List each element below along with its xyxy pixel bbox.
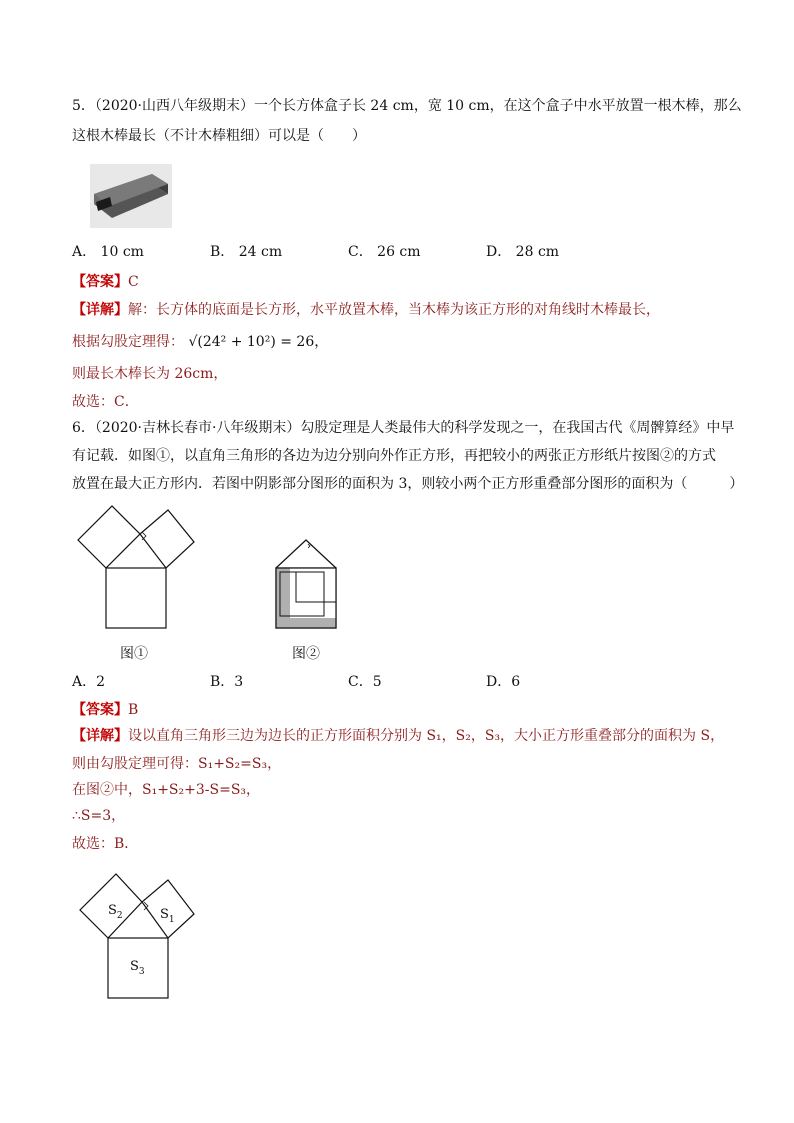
- label-s1: $S_1$: [160, 907, 175, 925]
- figure-1-label: 图①: [120, 646, 148, 662]
- q5-option-c: C． 26 cm: [348, 244, 421, 260]
- q6-detail-tag: 【详解】: [72, 728, 128, 744]
- box-photo: [90, 164, 172, 228]
- q5-detail-3: 则最长木棒长为 26cm，: [72, 366, 228, 382]
- q5-detail-4: 故选：C．: [72, 394, 139, 410]
- q5-detail-tag: 【详解】: [72, 302, 128, 318]
- figure-1-diagram: [72, 498, 212, 638]
- q5-detail-2: [72, 332, 328, 352]
- figure-2-diagram: [272, 528, 352, 628]
- q6-answer: [72, 700, 138, 720]
- q6-option-b: B．3: [210, 674, 244, 690]
- q6-stem-line2: 有记载．如图①，以直角三角形的各边为边分别向外作正方形，再把较小的两张正方形纸片按图②的方式: [72, 448, 716, 464]
- q5-option-b: B． 24 cm: [210, 244, 283, 260]
- label-s3: $S_3$: [130, 959, 145, 977]
- q6-answer-tag: 【答案】: [72, 702, 128, 718]
- q6-stem-line1: 6．（2020·吉林长春市·八年级期末）勾股定理是人类最伟大的科学发现之一，在我国古代《周髀算经》中早: [72, 420, 735, 436]
- q6-answer-value: B: [128, 702, 139, 718]
- q6-detail-text: 设以直角三角形三边为边长的正方形面积分别为 S₁，S₂，S₃，大小正方形重叠部分的面积为 S，: [128, 728, 725, 744]
- q5-formula: √(24² + 10²) = 26，: [188, 334, 329, 350]
- q5-stem-line1: 5．（2020·山西八年级期末）一个长方体盒子长 24 cm，宽 10 cm，在这个盒子中水平放置一根木棒，那么: [72, 98, 742, 114]
- q5-detail-2-prefix: 根据勾股定理得：: [72, 334, 184, 350]
- q6-detail-4: ∴S=3，: [72, 808, 126, 824]
- q5-option-a: A． 10 cm: [72, 244, 144, 260]
- q6-option-a: A．2: [72, 674, 106, 690]
- q5-detail-text: 解：长方体的底面是长方形，水平放置木棒，当木棒为该正方形的对角线时木棒最长，: [128, 302, 660, 318]
- figure-3-diagram: [72, 862, 212, 1002]
- label-s2: $S_2$: [108, 903, 123, 921]
- q6-option-d: D．6: [486, 674, 521, 690]
- q5-answer-value: C: [128, 274, 139, 290]
- q5-stem-line2: 这根木棒最长（不计木棒粗细）可以是（ ）: [72, 128, 366, 144]
- q6-detail-2: 则由勾股定理可得：S₁+S₂=S₃，: [72, 756, 282, 772]
- q5-answer: [72, 272, 139, 292]
- q5-answer-tag: 【答案】: [72, 274, 128, 290]
- q6-option-c: C．5: [348, 674, 382, 690]
- q5-option-d: D． 28 cm: [486, 244, 560, 260]
- q5-detail-1: [72, 300, 660, 320]
- q6-stem-line3: 放置在最大正方形内．若图中阴影部分图形的面积为 3，则较小两个正方形重叠部分图形的面积为（ ）: [72, 476, 744, 492]
- q6-detail-1: [72, 726, 724, 746]
- q6-detail-3: 在图②中，S₁+S₂+3-S=S₃，: [72, 782, 261, 798]
- figure-2-label: 图②: [292, 646, 320, 662]
- q6-detail-5: 故选：B．: [72, 836, 139, 852]
